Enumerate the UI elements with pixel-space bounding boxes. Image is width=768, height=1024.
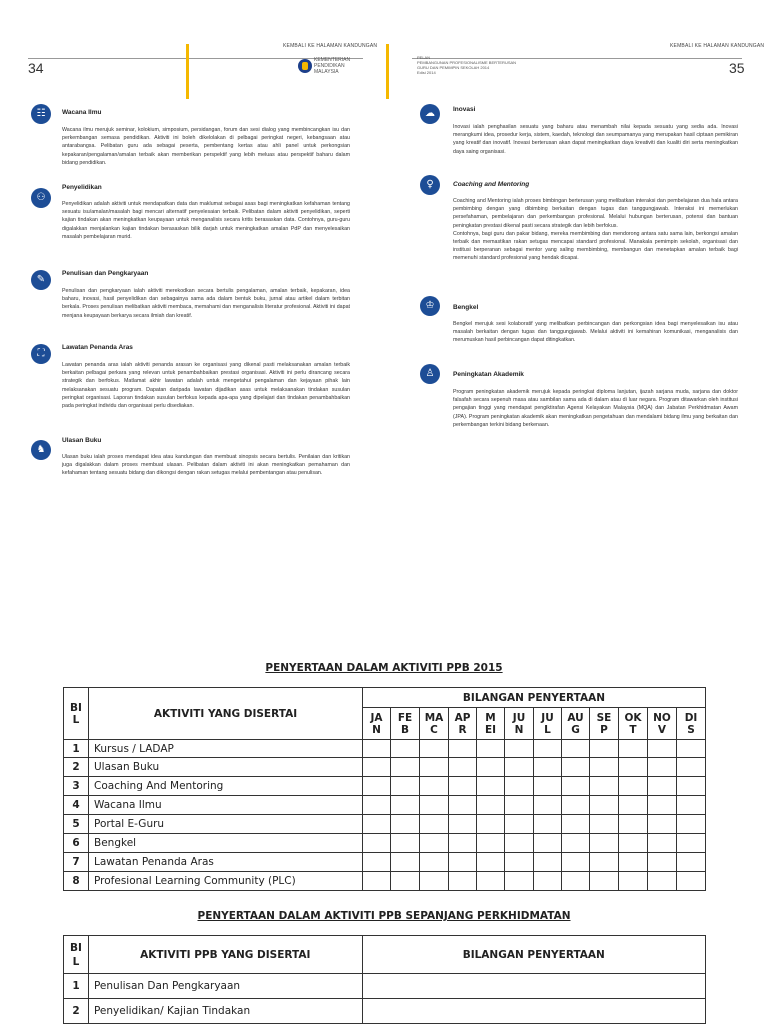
count-cell[interactable] (648, 815, 677, 834)
count-cell[interactable] (534, 796, 562, 815)
table-row (64, 834, 706, 853)
count-cell[interactable] (362, 999, 705, 1024)
section-body: Penyelidikan adalah aktiviti untuk mendapatkan data dan maklumat sebagai asas bagi meningkatkan kefahaman tentang sesuatu isu/amalan/masalah bagi mencari alternatif penyelesaian terbaik. Pelibatan dalam aktiviti penyelidikan, seperti kajian tindakan akan meningkatkan keupayaan untuk menganalisis secara kritis berasaskan data. Contohnya, guru-guru digalakkan menjalankan kajian tindakan berasaskan bilik darjah untuk meningkatkan amalan PdP dan menyelesaikan masalah pembelajaran murid. (62, 201, 350, 240)
count-cell[interactable] (534, 815, 562, 834)
back-to-contents-link[interactable]: KEMBALI KE HALAMAN KANDUNGAN (670, 43, 765, 49)
count-cell[interactable] (562, 853, 590, 872)
section-body: Penulisan dan pengkaryaan ialah aktiviti merekodkan secara bertulis pengalaman, amalan terbaik, kepakaran, idea baharu, inovasi, hasil penyelidikan dan sebagainya sama ada dalam bentuk buku, jurnal atau artikel dalam terbitan berkala. Proses penulisan melibatkan aktiviti membaca, memahami dan menganalisis literatur profesional. Aktiviti ini dapat menjana keupayaan berkarya secara ilmiah dan kreatif. (62, 288, 350, 319)
count-cell[interactable] (648, 796, 677, 815)
count-cell[interactable] (562, 777, 590, 796)
count-cell[interactable] (477, 872, 505, 891)
research-icon: ⚇ (31, 188, 51, 208)
discussion-icon: ♔ (420, 296, 440, 316)
activity-name: Ulasan Buku (89, 758, 363, 777)
count-cell[interactable] (562, 872, 590, 891)
count-cell[interactable] (648, 834, 677, 853)
count-cell[interactable] (449, 834, 477, 853)
count-cell[interactable] (677, 758, 706, 777)
activity-name: Penulisan Dan Pengkaryaan (88, 974, 362, 999)
coaching-icon: ♀ (420, 175, 440, 195)
count-cell[interactable] (648, 777, 677, 796)
section-title: Inovasi (453, 106, 476, 113)
section-title: Peningkatan Akademik (453, 371, 524, 378)
col-header-activity: AKTIVITI PPB YANG DISERTAI (88, 936, 362, 974)
count-cell[interactable] (590, 853, 619, 872)
count-cell[interactable] (420, 834, 449, 853)
count-cell[interactable] (420, 740, 449, 758)
count-cell[interactable] (505, 872, 534, 891)
row-number: 2 (64, 999, 89, 1024)
count-cell[interactable] (363, 872, 391, 891)
count-cell[interactable] (677, 872, 706, 891)
count-cell[interactable] (363, 777, 391, 796)
table-row (64, 815, 706, 834)
count-cell[interactable] (648, 740, 677, 758)
left-page (0, 0, 384, 640)
month-header: DI S (677, 708, 706, 740)
month-header: AU G (562, 708, 590, 740)
col-header-bil: BI L (64, 688, 89, 740)
count-cell[interactable] (619, 740, 648, 758)
count-cell[interactable] (477, 758, 505, 777)
count-cell[interactable] (420, 815, 449, 834)
table1-title: PENYERTAAN DALAM AKTIVITI PPB 2015 (265, 662, 503, 674)
ministry-logo-text: KEMENTERIAN PENDIDIKAN MALAYSIA (314, 57, 351, 75)
count-cell[interactable] (505, 796, 534, 815)
count-cell[interactable] (619, 872, 648, 891)
count-cell[interactable] (562, 796, 590, 815)
count-cell[interactable] (420, 777, 449, 796)
count-cell[interactable] (619, 834, 648, 853)
document-meta: PELAN PEMBANGUNAN PROFESIONALISME BERTERUSAN GURU DAN PEMIMPIN SEKOLAH 2014 Edisi 2014 (417, 55, 517, 75)
count-cell[interactable] (677, 834, 706, 853)
count-cell[interactable] (677, 853, 706, 872)
count-cell[interactable] (363, 796, 391, 815)
count-cell[interactable] (590, 777, 619, 796)
ministry-logo-icon (298, 59, 312, 73)
count-cell[interactable] (505, 777, 534, 796)
count-cell[interactable] (505, 853, 534, 872)
count-cell[interactable] (677, 740, 706, 758)
count-cell[interactable] (534, 758, 562, 777)
row-number: 1 (64, 974, 89, 999)
table-row (64, 872, 706, 891)
count-cell[interactable] (363, 815, 391, 834)
row-number: 7 (64, 853, 89, 872)
month-header: SE P (590, 708, 619, 740)
count-cell[interactable] (449, 740, 477, 758)
count-cell[interactable] (677, 815, 706, 834)
count-cell[interactable] (420, 872, 449, 891)
col-header-activity: AKTIVITI YANG DISERTAI (89, 688, 363, 740)
count-cell[interactable] (477, 834, 505, 853)
count-cell[interactable] (391, 853, 420, 872)
section-title: Bengkel (453, 304, 479, 311)
count-cell[interactable] (590, 834, 619, 853)
row-number: 3 (64, 777, 89, 796)
count-cell[interactable] (449, 815, 477, 834)
count-cell[interactable] (677, 796, 706, 815)
academic-icon: ♙ (420, 364, 440, 384)
section-body: Coaching and Mentoring ialah proses bimbingan berterusan yang melibatkan interaksi dan pembelajaran dua hala antara pembimbing dengan yang dibimbing berkaitan dengan tugas dan tanggungjawab. Interaksi ini memerlukan persefahaman, pembelajaran dan perkembangan profesional. Melalui hubungan berterusan, potensi dan bantuan peningkatan prestasi dikenal pasti secara strategik dan lebih berfokus. Contohnya, bagi guru dan pakar bidang, mereka membimbing dan mendorong antara satu sama lain, berkongsi amalan terbaik dan memastikan rakan setugas mencapai standard profesional. Manakala pemimpin sekolah, organisasi dan institusi berperanan sebagai mentor yang saling membimbing, membangun dan menetapkan amalan terbaik bagi memenuhi standard profesional yang hendak dicapai. (453, 198, 738, 262)
count-cell[interactable] (648, 853, 677, 872)
row-number: 2 (64, 758, 89, 777)
month-header: AP R (449, 708, 477, 740)
row-number: 6 (64, 834, 89, 853)
count-cell[interactable] (477, 853, 505, 872)
table2-title: PENYERTAAN DALAM AKTIVITI PPB SEPANJANG PERKHIDMATAN (197, 910, 571, 922)
activity-name: Profesional Learning Community (PLC) (89, 872, 363, 891)
count-cell[interactable] (534, 777, 562, 796)
count-cell[interactable] (477, 777, 505, 796)
back-to-contents-link[interactable]: KEMBALI KE HALAMAN KANDUNGAN (283, 43, 378, 49)
count-cell[interactable] (391, 777, 420, 796)
col-header-count: BILANGAN PENYERTAAN (362, 936, 705, 974)
row-number: 1 (64, 740, 89, 758)
count-cell[interactable] (619, 758, 648, 777)
count-cell[interactable] (562, 834, 590, 853)
page-number: 34 (28, 60, 44, 76)
month-header: JU N (505, 708, 534, 740)
section-body: Bengkel merujuk sesi kolaboratif yang melibatkan perbincangan dan perkongsian idea bagi menyelesaikan isu atau masalah berkaitan dengan tugas dan tanggungjawab. Melalui aktiviti ini kemahiran komunikasi, menganalisis dan merumuskan hasil perbincangan dapat ditingkatkan. (453, 321, 738, 344)
section-title: Penyelidikan (62, 184, 102, 191)
table-row (64, 758, 706, 777)
count-cell[interactable] (449, 796, 477, 815)
count-cell[interactable] (449, 872, 477, 891)
count-cell[interactable] (619, 853, 648, 872)
table-row (64, 974, 706, 999)
section-title: Coaching and Mentoring (453, 181, 530, 188)
count-cell[interactable] (677, 777, 706, 796)
count-cell[interactable] (534, 853, 562, 872)
activity-name: Kursus / LADAP (89, 740, 363, 758)
month-header: JA N (363, 708, 391, 740)
count-cell[interactable] (477, 796, 505, 815)
count-cell[interactable] (449, 758, 477, 777)
count-cell[interactable] (391, 872, 420, 891)
count-cell[interactable] (619, 796, 648, 815)
month-header: JU L (534, 708, 562, 740)
count-cell[interactable] (562, 740, 590, 758)
count-cell[interactable] (534, 834, 562, 853)
count-cell[interactable] (505, 834, 534, 853)
activity-name: Coaching And Mentoring (89, 777, 363, 796)
book-review-icon: ♞ (31, 440, 51, 460)
count-cell[interactable] (534, 740, 562, 758)
header-accent-bar (186, 44, 189, 99)
count-cell[interactable] (505, 740, 534, 758)
section-body: Ulasan buku ialah proses mendapat idea atau kandungan dan membuat sinopsis secara bertulis. Penilaian dan kritikan juga digalakkan dalam proses membuat ulasan. Pelibatan dalam aktiviti ini akan meningkatkan pemahaman dan kefahaman tentang sesuatu bidang dan dikongsi dengan rakan setugas melalui pembentangan atau penulisan. (62, 454, 350, 477)
col-header-count: BILANGAN PENYERTAAN (363, 688, 706, 708)
count-cell[interactable] (505, 758, 534, 777)
month-header: MA C (420, 708, 449, 740)
benchmark-icon: ⛶ (31, 344, 51, 364)
row-number: 4 (64, 796, 89, 815)
count-cell[interactable] (590, 758, 619, 777)
innovation-icon: ☁ (420, 104, 440, 124)
count-cell[interactable] (391, 796, 420, 815)
count-cell[interactable] (420, 853, 449, 872)
count-cell[interactable] (648, 758, 677, 777)
row-number: 8 (64, 872, 89, 891)
section-title: Penulisan dan Pengkaryaan (62, 270, 149, 277)
count-cell[interactable] (391, 740, 420, 758)
section-body: Lawatan penanda aras ialah aktiviti penanda arasan ke organisasi yang dikenal pasti melaksanakan amalan terbaik berkaitan pelbagai perkara yang relevan untuk penambahbaikan prestasi organisasi. Aktiviti ini perlu dirancang secara strategik dan berfokus. Matlamat akhir lawatan adalah untuk mengetahui pengalaman dan kejayaan pihak lain melaksanakan sesuatu program. Dapatan daripada lawatan dijadikan asas untuk melaksanakan tindakan susulan peringkat organisasi. Laporan tindakan susulan berfokus kepada apa-apa yang dipelajari dan tindakan penambahbaikan pada peringkat individu dan organisasi perlu disediakan. (62, 362, 350, 410)
right-page (384, 0, 768, 640)
career-participation-table (63, 935, 706, 1024)
month-header: M EI (477, 708, 505, 740)
count-cell[interactable] (363, 834, 391, 853)
count-cell[interactable] (534, 872, 562, 891)
count-cell[interactable] (619, 815, 648, 834)
count-cell[interactable] (562, 815, 590, 834)
header-rule (28, 58, 363, 59)
section-title: Lawatan Penanda Aras (62, 344, 133, 351)
count-cell[interactable] (590, 740, 619, 758)
table-row (64, 853, 706, 872)
activity-name: Penyelidikan/ Kajian Tindakan (88, 999, 362, 1024)
section-body: Inovasi ialah penghasilan sesuatu yang baharu atau menambah nilai kepada sesuatu yang sedia ada. Inovasi merangkumi idea, prosedur kerja, sistem, kaedah, teknologi dan seumpamanya yang merupakan hasil ciptaan pemikiran yang kreatif dan inovatif. Inovasi berterusan akan dapat meningkatkan daya kreativiti dan kualiti diri serta meningkatkan daya saing organisasi. (453, 124, 738, 155)
count-cell[interactable] (420, 796, 449, 815)
header-accent-bar (386, 44, 389, 99)
count-cell[interactable] (420, 758, 449, 777)
count-cell[interactable] (363, 758, 391, 777)
count-cell[interactable] (590, 796, 619, 815)
count-cell[interactable] (477, 815, 505, 834)
meeting-icon: ☷ (31, 104, 51, 124)
activity-name: Bengkel (89, 834, 363, 853)
table-row (64, 777, 706, 796)
page-number: 35 (729, 60, 745, 76)
count-cell[interactable] (505, 815, 534, 834)
month-header: FE B (391, 708, 420, 740)
activity-name: Lawatan Penanda Aras (89, 853, 363, 872)
count-cell[interactable] (363, 740, 391, 758)
table-row (64, 999, 706, 1024)
count-cell[interactable] (648, 872, 677, 891)
activity-name: Portal E-Guru (89, 815, 363, 834)
count-cell[interactable] (363, 853, 391, 872)
count-cell[interactable] (362, 974, 705, 999)
count-cell[interactable] (477, 740, 505, 758)
section-title: Wacana Ilmu (62, 109, 102, 116)
count-cell[interactable] (590, 815, 619, 834)
col-header-bil: BI L (64, 936, 89, 974)
count-cell[interactable] (391, 815, 420, 834)
count-cell[interactable] (562, 758, 590, 777)
row-number: 5 (64, 815, 89, 834)
section-body: Wacana ilmu merujuk seminar, kolokium, simposium, persidangan, forum dan sesi dialog yang membincangkan isu dan perkembangan semasa pendidikan. Aktiviti ini boleh dikelolakan di pelbagai peringkat negeri, kebangsaan atau antarabangsa. Pelibatan guru ada sebagai peserta, pembentang kertas atau ahli panel untuk perkongsian kepakaran/pengalaman/amalan terbaik akan memberikan perspektif yang lebih meluas atau perspektif baharu dalam bidang pendidikan. (62, 127, 350, 166)
writing-icon: ✎ (31, 270, 51, 290)
month-header: NO V (648, 708, 677, 740)
activity-name: Wacana Ilmu (89, 796, 363, 815)
count-cell[interactable] (391, 758, 420, 777)
participation-2015-table (63, 687, 706, 891)
count-cell[interactable] (449, 777, 477, 796)
section-title: Ulasan Buku (62, 437, 102, 444)
month-header: OK T (619, 708, 648, 740)
count-cell[interactable] (590, 872, 619, 891)
count-cell[interactable] (449, 853, 477, 872)
table-row (64, 740, 706, 758)
table-row (64, 796, 706, 815)
count-cell[interactable] (391, 834, 420, 853)
section-body: Program peningkatan akademik merujuk kepada peringkat diploma lanjutan, ijazah sarjana muda, sarjana dan doktor falsafah secara sepenuh masa atau sambilan sama ada di dalam atau di luar negara. Program ditawarkan oleh institusi pengajian tinggi yang mendapat pengiktirafan Agensi Kelayakan Malaysia (MQA) dan Jabatan Perkhidmatan Awam (JPA). Program peningkatan akademik akan meningkatkan pengetahuan dan mendalami bidang ilmu yang berkaitan dan perkembangan terkini bidang berkenaan. (453, 389, 738, 428)
count-cell[interactable] (619, 777, 648, 796)
